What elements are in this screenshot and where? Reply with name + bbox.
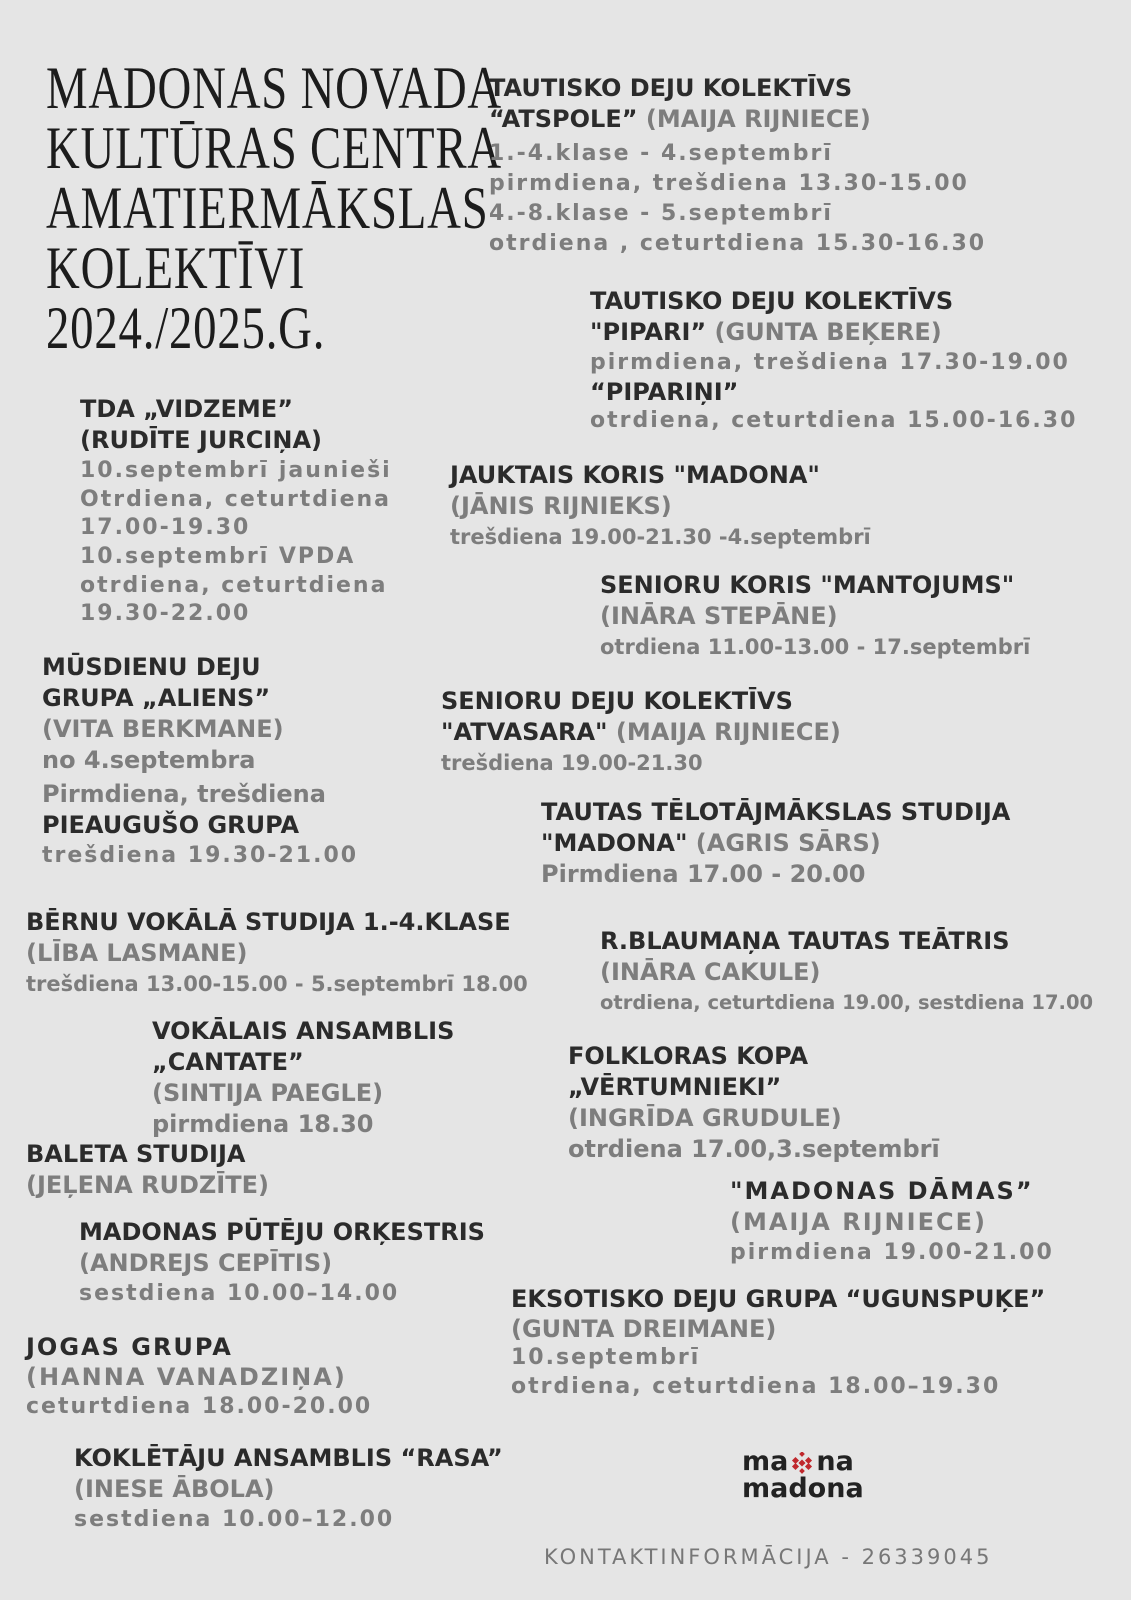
schedule-line: 4.-8.klase - 5.septembrī xyxy=(489,201,833,226)
schedule-line: ceturtdiena 18.00-20.00 xyxy=(26,1394,373,1419)
schedule-line: trešdiena 19.00-21.30 xyxy=(441,751,703,775)
schedule-line: sestdiena 10.00–12.00 xyxy=(74,1507,395,1532)
schedule-line: otrdiena 17.00,3.septembrī xyxy=(568,1135,940,1163)
block-heading: PIEAUGUŠO GRUPA xyxy=(42,811,300,839)
block-heading: VOKĀLAIS ANSAMBLIS xyxy=(152,1017,455,1045)
schedule-line: 17.00-19.30 xyxy=(80,515,251,540)
schedule-line: trešdiena 19.00-21.30 -4.septembrī xyxy=(450,525,871,549)
schedule-line: pirmdiena, trešdiena 17.30-19.00 xyxy=(590,350,1070,375)
block-blaumana xyxy=(600,926,1093,1018)
title-line: KULTŪRAS CENTRA xyxy=(46,115,502,181)
block-leader: (VITA BERKMANE) xyxy=(42,715,284,743)
block-vertumnieki xyxy=(568,1041,940,1165)
block-leader: (SINTIJA PAEGLE) xyxy=(152,1079,384,1107)
block-heading: SENIORU KORIS "MANTOJUMS" xyxy=(600,571,1015,599)
block-leader: (ANDREJS CEPĪTIS) xyxy=(79,1249,333,1277)
schedule-line: Pirmdiena 17.00 - 20.00 xyxy=(541,860,866,888)
schedule-line: otrdiena, ceturtdiena 19.00, sestdiena 17.00 xyxy=(600,991,1094,1014)
block-rasa xyxy=(74,1443,503,1535)
block-atvasara xyxy=(441,686,841,778)
block-leader: (JEĻENA RUDZĪTE) xyxy=(26,1171,269,1199)
block-heading: (RUDĪTE JURCIŅA) xyxy=(80,426,322,454)
block-vidzeme xyxy=(80,394,392,628)
block-leader: (INĀRA STEPĀNE) xyxy=(600,602,838,630)
page-title xyxy=(46,55,503,361)
schedule-line: otrdiena, ceturtdiena 15.00-16.30 xyxy=(590,408,1078,433)
block-koris-madona xyxy=(450,460,871,552)
schedule-line: pirmdiena 19.00-21.00 xyxy=(730,1240,1054,1265)
schedule-line: Pirmdiena, trešdiena xyxy=(42,780,326,808)
block-heading: "MADONAS DĀMAS” xyxy=(730,1177,1034,1205)
logo-text: ma xyxy=(742,1446,789,1477)
block-cantate xyxy=(152,1016,454,1140)
block-heading: TDA „VIDZEME” xyxy=(80,395,293,423)
title-line: 2024./2025.G. xyxy=(46,295,326,361)
block-leader: (MAIJA RIJNIECE) xyxy=(607,718,841,746)
schedule-line: Otrdiena, ceturtdiena xyxy=(80,487,392,512)
title-line: KOLEKTĪVI xyxy=(46,235,306,301)
schedule-line: 10.septembrī VPDA xyxy=(80,544,356,569)
block-heading: "ATVASARA" xyxy=(441,718,608,746)
block-orkestris xyxy=(79,1217,485,1309)
block-ugunspuke xyxy=(511,1284,1045,1402)
block-heading: TAUTAS TĒLOTĀJMĀKSLAS STUDIJA xyxy=(541,798,1011,826)
schedule-line: otrdiena , ceturtdiena 15.30-16.30 xyxy=(489,231,987,256)
madona-logo xyxy=(742,1448,864,1502)
block-leader: (INESE ĀBOLA) xyxy=(74,1475,275,1503)
schedule-line: no 4.septembra xyxy=(42,746,256,774)
block-heading: TAUTISKO DEJU KOLEKTĪVS xyxy=(590,287,954,315)
block-jogas xyxy=(26,1332,372,1422)
schedule-line: 10.septembrī xyxy=(511,1345,701,1370)
block-studija-madona xyxy=(541,797,1010,890)
block-madonas-damas xyxy=(730,1176,1054,1268)
block-heading: „VĒRTUMNIEKI” xyxy=(568,1073,782,1101)
schedule-line: otrdiena, ceturtdiena xyxy=(80,573,388,598)
block-bernu-vokala xyxy=(26,907,528,999)
block-heading: „CANTATE” xyxy=(152,1048,304,1076)
block-heading: GRUPA „ALIENS” xyxy=(42,684,271,712)
block-leader: (INĀRA CAKULE) xyxy=(600,958,821,986)
logo-text: na xyxy=(816,1446,854,1477)
schedule-line: 1.-4.klase - 4.septembrī xyxy=(489,141,833,166)
block-heading: KOKLĒTĀJU ANSAMBLIS “RASA” xyxy=(74,1444,503,1472)
block-pipari xyxy=(590,286,1077,436)
schedule-line: otrdiena 11.00-13.00 - 17.septembrī xyxy=(600,635,1031,659)
block-atspole xyxy=(489,73,986,259)
block-leader: (JĀNIS RIJNIEKS) xyxy=(450,492,672,520)
title-line: MADONAS NOVADA xyxy=(46,55,503,121)
block-heading: R.BLAUMAŅA TAUTAS TEĀTRIS xyxy=(600,927,1010,955)
block-mantojums xyxy=(600,570,1030,662)
block-heading: BALETA STUDIJA xyxy=(26,1140,246,1168)
block-heading: JAUKTAIS KORIS "MADONA" xyxy=(450,461,820,489)
block-leader: (GUNTA DREIMANE) xyxy=(511,1315,777,1343)
schedule-line: pirmdiena, trešdiena 13.30-15.00 xyxy=(489,171,969,196)
block-heading: EKSOTISKO DEJU GRUPA “UGUNSPUĶE” xyxy=(511,1285,1046,1313)
title-line: AMATIERMĀKSLAS xyxy=(46,175,489,241)
block-leader: (MAIJA RIJNIECE) xyxy=(637,105,871,133)
block-heading: “ATSPOLE” xyxy=(489,105,638,133)
block-leader: (INGRĪDA GRUDULE) xyxy=(568,1104,842,1132)
schedule-line: pirmdiena 18.30 xyxy=(152,1110,374,1138)
block-leader: (HANNA VANADZIŅA) xyxy=(26,1363,347,1391)
schedule-line: sestdiena 10.00–14.00 xyxy=(79,1281,400,1306)
schedule-line: 19.30-22.00 xyxy=(80,601,251,626)
block-leader: (AGRIS SĀRS) xyxy=(687,829,881,857)
block-heading: FOLKLORAS KOPA xyxy=(568,1042,809,1070)
block-leader: (MAIJA RIJNIECE) xyxy=(730,1208,987,1236)
block-baleta xyxy=(26,1139,269,1201)
ornament-icon xyxy=(788,1452,816,1474)
block-heading: "PIPARI” xyxy=(590,318,707,346)
block-leader: (LĪBA LASMANE) xyxy=(26,939,248,967)
logo-text: madona xyxy=(742,1473,864,1504)
block-heading: TAUTISKO DEJU KOLEKTĪVS xyxy=(489,74,853,102)
block-heading: MADONAS PŪTĒJU ORĶESTRIS xyxy=(79,1218,485,1246)
block-leader: (GUNTA BEĶERE) xyxy=(706,318,942,346)
block-heading: "MADONA" xyxy=(541,829,688,857)
block-heading: “PIPARIŅI” xyxy=(590,378,739,406)
schedule-line: trešdiena 13.00-15.00 - 5.septembrī 18.00 xyxy=(26,972,528,996)
schedule-line: otrdiena, ceturtdiena 18.00–19.30 xyxy=(511,1374,1001,1399)
schedule-line: trešdiena 19.30-21.00 xyxy=(42,843,359,868)
schedule-line: 10.septembrī jaunieši xyxy=(80,458,392,483)
contact-info: KONTAKTINFORMĀCIJA - 26339045 xyxy=(544,1545,993,1569)
block-heading: JOGAS GRUPA xyxy=(26,1333,233,1361)
block-heading: BĒRNU VOKĀLĀ STUDIJA 1.-4.KLASE xyxy=(26,908,511,936)
block-heading: MŪSDIENU DEJU xyxy=(42,653,261,681)
block-aliens xyxy=(42,652,358,871)
block-heading: SENIORU DEJU KOLEKTĪVS xyxy=(441,687,793,715)
